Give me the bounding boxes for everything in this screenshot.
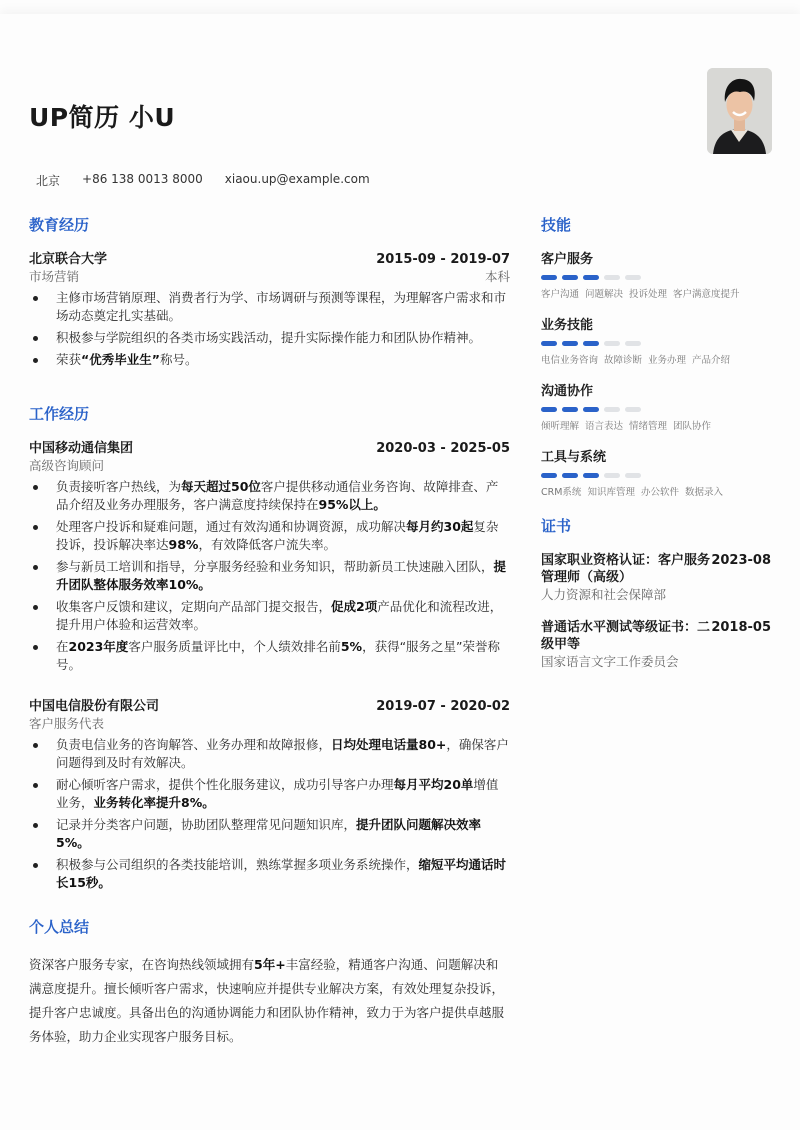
text-run: ，获得“服务之星”荣誉称号。 <box>56 639 501 672</box>
level-segment <box>583 473 599 478</box>
text-run: 荣获 <box>56 352 82 367</box>
text-run: 资深客户服务专家，在咨询热线领域拥有 <box>29 957 255 972</box>
section-title-skills: 技能 <box>541 216 572 234</box>
level-segment <box>625 473 641 478</box>
text-run: 记录并分类客户问题，协助团队整理常见问题知识库， <box>56 817 357 832</box>
level-segment <box>604 407 620 412</box>
job-role: 高级咨询顾问 <box>29 458 105 473</box>
text-run: 客户提供移动通信业务咨询、故障排查、产品介绍及业务办理服务，客户满意度持续保持在 <box>56 479 499 512</box>
level-segment <box>625 275 641 280</box>
level-segment <box>562 341 578 346</box>
highlight-text: 提升团队整体服务效率10%。 <box>56 559 507 592</box>
skill-tag: 数据录入 <box>684 487 723 498</box>
certificate-date: 2023-08 <box>711 553 771 568</box>
certificate-item <box>541 619 771 670</box>
text-run: ，有效降低客户流失率。 <box>198 537 336 552</box>
level-segment <box>583 275 599 280</box>
level-segment <box>604 275 620 280</box>
level-segment <box>562 407 578 412</box>
skill-tag: 情绪管理 <box>629 421 668 432</box>
text-run: 客户服务质量评比中，个人绩效排名前 <box>128 639 341 654</box>
skill-item <box>541 383 771 432</box>
text-run: 收集客户反馈和建议，定期向产品部门提交报告， <box>56 599 332 614</box>
skill-name: 沟通协作 <box>541 384 594 399</box>
work-bullets <box>29 478 510 674</box>
bullet-item <box>29 518 510 554</box>
level-segment <box>604 341 620 346</box>
highlight-text: “优秀毕业生” <box>81 352 160 367</box>
education-section <box>29 214 510 369</box>
company-name: 中国移动通信集团 <box>29 441 134 456</box>
summary-section <box>29 916 510 1049</box>
skill-tags <box>541 352 771 366</box>
certificate-item <box>541 552 771 603</box>
resume-name: UP简历 小U <box>29 103 176 132</box>
education-dates: 2015-09 - 2019-07 <box>376 252 510 267</box>
section-title-summary: 个人总结 <box>29 918 90 936</box>
skill-tag: 团队协作 <box>673 421 712 432</box>
text-run: 丰富经验，精通客户沟通、问题解决和满意度提升。擅长倾听客户需求，快速响应并提供专业解决方案，有效处理复杂投诉，提升客户忠诚度。具备出色的沟通协调能力和团队协作精神，致力于为客户提供卓越服务体验，助力企业实现客户服务目标。 <box>29 957 505 1044</box>
skill-item <box>541 317 771 366</box>
contact-city: 北京 <box>36 174 61 188</box>
bullet-item <box>29 736 510 772</box>
text-run: 复杂投诉，投诉解决率达 <box>56 519 499 552</box>
skill-tag: 客户满意度提升 <box>673 289 740 300</box>
text-run: 积极参与学院组织的各类市场实践活动，提升实际操作能力和团队协作精神。 <box>56 330 482 345</box>
section-title-certificates: 证书 <box>541 517 572 535</box>
highlight-text: 每月约30起 <box>406 519 474 534</box>
skill-name: 客户服务 <box>541 252 594 267</box>
certificate-name: 普通话水平测试等级证书：二级甲等 <box>541 620 711 652</box>
skill-tag: 办公软件 <box>640 487 679 498</box>
resume-page <box>0 14 800 1130</box>
work-bullets <box>29 736 510 892</box>
skill-tag: CRM系统 <box>541 487 582 498</box>
highlight-text: 每天超过50位 <box>181 479 261 494</box>
certificate-date: 2018-05 <box>711 620 771 635</box>
level-segment <box>625 407 641 412</box>
education-entry <box>29 251 510 369</box>
text-run: 产品优化和流程改进，提升用户体验和运营效率。 <box>56 599 503 632</box>
skill-name: 工具与系统 <box>541 450 607 465</box>
text-run: ，确保客户问题得到及时有效解决。 <box>56 737 509 770</box>
bullet-item <box>29 776 510 812</box>
skill-tag: 客户沟通 <box>541 289 580 300</box>
bullet-item <box>29 816 510 852</box>
section-title-work: 工作经历 <box>29 405 90 423</box>
bullet-item <box>29 856 510 892</box>
work-entry <box>29 440 510 674</box>
contact-info <box>36 172 370 189</box>
skill-level-bar <box>541 407 771 412</box>
skill-tag: 知识库管理 <box>587 487 635 498</box>
skill-tag: 倾听理解 <box>541 421 580 432</box>
certificate-issuer: 国家语言文字工作委员会 <box>541 654 679 669</box>
highlight-text: 5% <box>340 639 363 654</box>
skill-tag: 语言表达 <box>585 421 624 432</box>
profile-photo <box>707 68 772 154</box>
level-segment <box>541 473 557 478</box>
work-entry <box>29 698 510 892</box>
level-segment <box>541 341 557 346</box>
skill-tag: 投诉处理 <box>629 289 668 300</box>
work-dates: 2019-07 - 2020-02 <box>376 699 510 714</box>
text-run: 负责电信业务的咨询解答、业务办理和故障报修， <box>56 737 332 752</box>
work-section <box>29 403 510 892</box>
bullet-item <box>29 598 510 634</box>
education-bullets <box>29 289 510 369</box>
skill-item <box>541 449 771 498</box>
certificate-issuer: 人力资源和社会保障部 <box>541 587 667 602</box>
bullet-item <box>29 638 510 674</box>
level-segment <box>562 473 578 478</box>
skill-tag: 产品介绍 <box>692 355 731 366</box>
degree: 本科 <box>484 269 510 284</box>
major: 市场营销 <box>29 269 80 284</box>
bullet-item <box>29 478 510 514</box>
skill-name: 业务技能 <box>541 318 594 333</box>
job-role: 客户服务代表 <box>29 716 105 731</box>
section-title-education: 教育经历 <box>29 216 90 234</box>
highlight-text: 促成2项 <box>331 599 378 614</box>
avatar-portrait-icon <box>707 68 772 154</box>
certificates-list <box>541 552 771 670</box>
work-dates: 2020-03 - 2025-05 <box>376 441 510 456</box>
text-run: 增值业务， <box>56 777 499 810</box>
highlight-text: 2023年度 <box>68 639 129 654</box>
skill-level-bar <box>541 275 771 280</box>
bullet-item <box>29 351 510 369</box>
skill-tag: 问题解决 <box>585 289 624 300</box>
summary-text <box>29 953 510 1049</box>
level-segment <box>604 473 620 478</box>
level-segment <box>541 275 557 280</box>
highlight-text: 95%以上。 <box>318 497 386 512</box>
bullet-item <box>29 558 510 594</box>
text-run: 耐心倾听客户需求，提供个性化服务建议，成功引导客户办理 <box>56 777 394 792</box>
text-run: 负责接听客户热线，为 <box>56 479 182 494</box>
text-run: 参与新员工培训和指导，分享服务经验和业务知识，帮助新员工快速融入团队， <box>56 559 494 574</box>
company-name: 中国电信股份有限公司 <box>29 699 160 714</box>
highlight-text: 业务转化率提升8%。 <box>93 795 215 810</box>
highlight-text: 缩短平均通话时长15秒。 <box>56 857 507 890</box>
highlight-text: 98% <box>168 537 199 552</box>
highlight-text: 日均处理电话量80+ <box>331 737 447 752</box>
skill-tag: 故障诊断 <box>604 355 643 366</box>
level-segment <box>583 407 599 412</box>
skill-level-bar <box>541 341 771 346</box>
level-segment <box>562 275 578 280</box>
highlight-text: 每月平均20单 <box>393 777 474 792</box>
skill-tags <box>541 418 771 432</box>
highlight-text: 5年+ <box>254 957 286 972</box>
main-column <box>29 214 510 1049</box>
bullet-item <box>29 329 510 347</box>
skill-tag: 电信业务咨询 <box>541 355 599 366</box>
text-run: 主修市场营销原理、消费者行为学、市场调研与预测等课程，为理解客户需求和市场动态奠定扎实基础。 <box>56 290 507 323</box>
text-run: 称号。 <box>159 352 198 367</box>
skills-list <box>541 251 771 498</box>
text-run: 处理客户投诉和疑难问题，通过有效沟通和协调资源，成功解决 <box>56 519 407 534</box>
certificates-section <box>541 515 771 670</box>
school-name: 北京联合大学 <box>29 252 108 267</box>
bullet-item <box>29 289 510 325</box>
skill-tags <box>541 484 771 498</box>
skill-item <box>541 251 771 300</box>
certificate-name: 国家职业资格认证：客户服务管理师（高级） <box>541 553 711 585</box>
level-segment <box>541 407 557 412</box>
skill-tags <box>541 286 771 300</box>
text-run: 在 <box>56 639 69 654</box>
level-segment <box>583 341 599 346</box>
highlight-text: 提升团队问题解决效率5%。 <box>56 817 482 850</box>
contact-email: xiaou.up@example.com <box>224 172 370 186</box>
skill-level-bar <box>541 473 771 478</box>
skill-tag: 业务办理 <box>648 355 687 366</box>
side-column <box>541 214 771 686</box>
contact-phone: +86 138 0013 8000 <box>82 172 203 186</box>
text-run: 积极参与公司组织的各类技能培训，熟练掌握多项业务系统操作， <box>56 857 419 872</box>
level-segment <box>625 341 641 346</box>
skills-section <box>541 214 771 498</box>
